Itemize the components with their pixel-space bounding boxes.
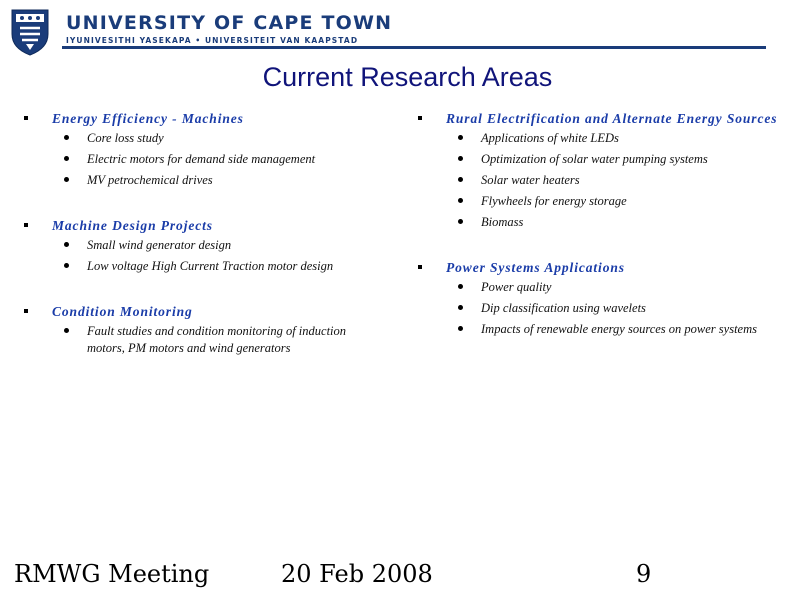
item-list xyxy=(22,130,382,189)
section-heading xyxy=(416,110,786,127)
research-section xyxy=(22,303,382,357)
list-item-text: Impacts of renewable energy sources on power systems xyxy=(481,322,757,336)
bullet-dot-icon xyxy=(64,177,69,182)
bullet-dot-icon xyxy=(458,219,463,224)
section-heading-text: Condition Monitoring xyxy=(52,304,193,319)
bullet-dot-icon xyxy=(64,135,69,140)
bullet-dot-icon xyxy=(458,305,463,310)
section-heading xyxy=(22,217,382,234)
section-heading-text: Power Systems Applications xyxy=(446,260,625,275)
section-heading xyxy=(22,303,382,320)
list-item-text: MV petrochemical drives xyxy=(87,173,213,187)
slide-title: Current Research Areas xyxy=(262,62,553,92)
list-item xyxy=(416,193,786,210)
bullet-dot-icon xyxy=(458,284,463,289)
list-item-text: Small wind generator design xyxy=(87,238,232,252)
bullet-dot-icon xyxy=(64,328,69,333)
section-heading-text: Energy Efficiency - Machines xyxy=(52,111,244,126)
square-bullet-icon xyxy=(24,309,28,313)
list-item xyxy=(416,300,786,317)
list-item xyxy=(22,130,382,147)
bullet-dot-icon xyxy=(64,156,69,161)
bullet-dot-icon xyxy=(458,198,463,203)
item-list xyxy=(416,130,786,231)
square-bullet-icon xyxy=(418,265,422,269)
university-name: UNIVERSITY OF CAPE TOWN xyxy=(66,12,393,34)
section-heading xyxy=(22,110,382,127)
list-item-text: Biomass xyxy=(481,215,524,229)
section-heading xyxy=(416,259,786,276)
square-bullet-icon xyxy=(24,116,28,120)
bullet-dot-icon xyxy=(458,177,463,182)
list-item-text: Flywheels for energy storage xyxy=(481,194,627,208)
list-item-text: Fault studies and condition monitoring of induction motors, PM motors and wind generators xyxy=(87,324,347,355)
university-crest-icon xyxy=(10,8,50,56)
list-item-text: Low voltage High Current Traction motor design xyxy=(87,259,334,273)
list-item-text: Power quality xyxy=(481,280,552,294)
bullet-dot-icon xyxy=(64,263,69,268)
footer-page-number: 9 xyxy=(636,560,652,588)
bullet-dot-icon xyxy=(64,242,69,247)
header xyxy=(8,6,788,58)
list-item xyxy=(22,237,382,254)
square-bullet-icon xyxy=(24,223,28,227)
square-bullet-icon xyxy=(418,116,422,120)
list-item xyxy=(416,172,786,189)
list-item-text: Dip classification using wavelets xyxy=(481,301,646,315)
list-item xyxy=(416,214,786,231)
right-column xyxy=(416,110,786,366)
list-item xyxy=(22,151,382,168)
item-list xyxy=(22,237,382,275)
list-item-text: Applications of white LEDs xyxy=(481,131,619,145)
section-heading-text: Rural Electrification and Alternate Energy Sources xyxy=(446,111,778,126)
list-item xyxy=(22,172,382,189)
list-item-text: Electric motors for demand side management xyxy=(87,152,316,166)
list-item xyxy=(416,151,786,168)
research-section xyxy=(22,110,382,189)
bullet-dot-icon xyxy=(458,156,463,161)
header-divider xyxy=(62,46,766,49)
item-list xyxy=(416,279,786,338)
item-list xyxy=(22,323,382,357)
left-column xyxy=(22,110,382,385)
research-section xyxy=(22,217,382,275)
section-heading-text: Machine Design Projects xyxy=(52,218,213,233)
list-item xyxy=(22,258,382,275)
research-section xyxy=(416,259,786,338)
list-item-text: Optimization of solar water pumping systems xyxy=(481,152,708,166)
bullet-dot-icon xyxy=(458,135,463,140)
list-item-text: Core loss study xyxy=(87,131,164,145)
university-subtitle: IYUNIVESITHI YASEKAPA • UNIVERSITEIT VAN KAAPSTAD xyxy=(66,36,359,45)
list-item xyxy=(416,321,786,338)
list-item xyxy=(416,279,786,296)
footer-meeting-name: RMWG Meeting xyxy=(14,560,210,588)
bullet-dot-icon xyxy=(458,326,463,331)
footer-date: 20 Feb 2008 xyxy=(281,560,433,588)
research-section xyxy=(416,110,786,231)
list-item xyxy=(22,323,382,357)
list-item-text: Solar water heaters xyxy=(481,173,580,187)
list-item xyxy=(416,130,786,147)
